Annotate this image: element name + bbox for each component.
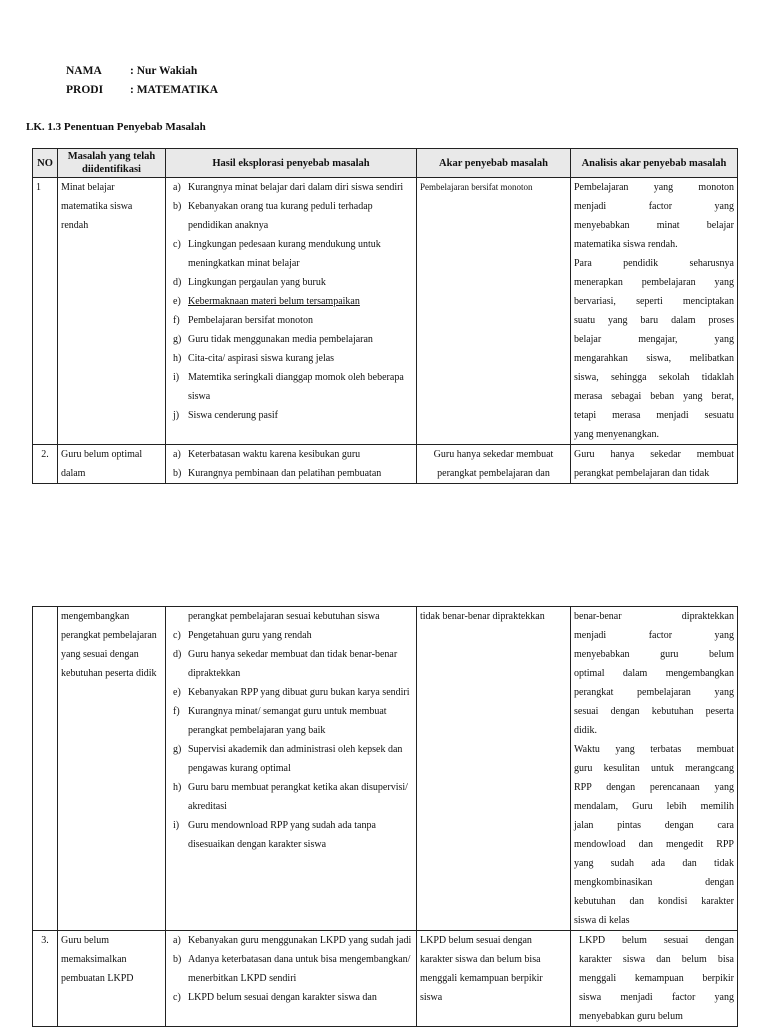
list-item-letter: d)	[173, 649, 182, 660]
list-item-text: Kebermaknaan materi belum tersampaikan	[188, 296, 360, 307]
list-item	[169, 197, 413, 235]
analysis-line: Guru hanya sekedar membuat	[574, 449, 734, 460]
list-item	[169, 740, 413, 778]
list-item-letter: d)	[173, 277, 182, 288]
list-item-text: Lingkungan pergaulan yang buruk	[188, 277, 326, 288]
list-item	[169, 626, 413, 645]
table-row	[33, 178, 738, 445]
analysis-line: Waktu yang terbatas membuat	[574, 744, 734, 755]
header-masalah: Masalah yang telah diidentifikasi	[58, 149, 166, 178]
list-item-text: Cita-cita/ aspirasi siswa kurang jelas	[188, 353, 335, 364]
list-item-text: Pembelajaran bersifat monoton	[188, 315, 313, 326]
list-item	[169, 931, 413, 950]
analysis-line: mengarahkan siswa, melibatkan	[574, 353, 734, 364]
list-item-letter: a)	[173, 935, 181, 946]
list-item	[169, 349, 413, 368]
analysis-line: menyebabkan guru belum	[574, 649, 734, 660]
analysis-line: menjadi factor yang	[574, 630, 734, 641]
list-item	[169, 311, 413, 330]
list-item-letter: g)	[173, 334, 182, 345]
analysis-line: optimal dalam mengembangkan	[574, 668, 734, 679]
list-item-letter: g)	[173, 744, 182, 755]
analysis-line: matematika siswa rendah.	[574, 239, 678, 250]
nama-value: : Nur Wakiah	[130, 65, 198, 77]
row1-analisis	[571, 178, 738, 445]
list-item	[169, 406, 413, 425]
table-header-row	[33, 149, 738, 178]
list-item-letter: e)	[173, 296, 181, 307]
analysis-line: jalan pintas dengan cara	[574, 820, 734, 831]
row2-analisis-top	[571, 445, 738, 484]
list-item-text: Matemtika seringkali dianggap momok oleh beberapa siswa	[188, 372, 404, 402]
list-item	[169, 292, 413, 311]
analysis-line: menyebabkan minat belajar	[574, 220, 734, 231]
nama-label: NAMA	[66, 65, 102, 77]
list-item-letter: c)	[173, 992, 181, 1003]
analysis-line: siswa di kelas	[574, 915, 630, 926]
analysis-line: guru kesulitan untuk merangcang	[574, 763, 734, 774]
row3-analisis	[571, 931, 738, 1027]
row1-masalah: Minat belajar matematika siswa rendah	[58, 178, 166, 445]
table-row	[33, 931, 738, 1027]
row3-no: 3.	[33, 931, 58, 1027]
list-item-text: Kebanyakan guru menggunakan LKPD yang sudah jadi	[188, 935, 412, 946]
row1-akar: Pembelajaran bersifat monoton	[417, 178, 571, 445]
list-item	[169, 702, 413, 740]
analysis-line: karakter siswa dan belum bisa	[579, 954, 734, 965]
list-item-letter: a)	[173, 449, 181, 460]
list-item-letter: b)	[173, 201, 182, 212]
analysis-line: didik.	[574, 725, 598, 736]
list-item-text: Guru tidak menggunakan media pembelajaran	[188, 334, 373, 345]
analysis-line: Para pendidik seharusnya	[574, 258, 734, 269]
list-item-text: Kebanyakan orang tua kurang peduli terhadap pendidikan anaknya	[188, 201, 373, 231]
row3-hasil	[166, 931, 417, 1027]
analysis-line: mendowload dan mengedit RPP	[574, 839, 734, 850]
analysis-line: menggali kemampuan berpikir	[579, 973, 734, 984]
row3-masalah: Guru belum memaksimalkan pembuatan LKPD	[58, 931, 166, 1027]
list-item	[169, 816, 413, 854]
list-item	[169, 273, 413, 292]
row1-hasil	[166, 178, 417, 445]
list-item-letter: e)	[173, 687, 181, 698]
list-item-text: Supervisi akademik dan administrasi oleh kepsek dan pengawas kurang optimal	[188, 744, 403, 774]
list-item-letter: b)	[173, 954, 182, 965]
row2-masalah-top: Guru belum optimal dalam	[58, 445, 166, 484]
list-item-text: Siswa cenderung pasif	[188, 410, 278, 421]
analysis-line: menerapkan pembelajaran yang	[574, 277, 734, 288]
prodi-label: PRODI	[66, 84, 104, 96]
header-hasil: Hasil eksplorasi penyebab masalah	[166, 149, 417, 178]
list-item-text: Guru baru membuat perangkat ketika akan disupervisi/ akreditasi	[188, 782, 408, 812]
table-row	[33, 607, 738, 931]
list-item-letter: h)	[173, 782, 182, 793]
table-row	[33, 445, 738, 484]
analysis-line: menyebabkan guru belum	[579, 1011, 683, 1022]
row2-no-cont	[33, 607, 58, 931]
list-item-text: Guru mendownload RPP yang sudah ada tanpa disesuaikan dengan karakter siswa	[188, 820, 376, 850]
row2-hasil-bottom	[166, 607, 417, 931]
list-item-text: Pengetahuan guru yang rendah	[188, 630, 312, 641]
list-item	[169, 235, 413, 273]
list-item-letter: i)	[173, 372, 180, 383]
list-item-text: Kurangnya minat belajar dari dalam diri siswa sendiri	[188, 182, 404, 193]
list-item	[169, 330, 413, 349]
row3-akar: LKPD belum sesuai dengan karakter siswa dan belum bisa menggali kemampuan berpikir siswa	[417, 931, 571, 1027]
list-item-text: LKPD belum sesuai dengan karakter siswa dan	[188, 992, 377, 1003]
cause-table-page1	[32, 148, 738, 484]
list-item-letter: i)	[173, 820, 180, 831]
analysis-line: tetapi merasa menjadi sesuatu	[574, 410, 734, 421]
header-akar: Akar penyebab masalah	[417, 149, 571, 178]
analysis-line: perangkat pembelajaran yang	[574, 687, 734, 698]
analysis-line: mengkombinasikan dengan	[574, 877, 734, 888]
analysis-line: LKPD belum sesuai dengan	[579, 935, 734, 946]
analysis-line: kebutuhan dan kondisi karakter	[574, 896, 734, 907]
list-item-letter: c)	[173, 239, 181, 250]
list-item-letter: f)	[173, 315, 180, 326]
header-analisis: Analisis akar penyebab masalah	[571, 149, 738, 178]
row2-hasil-top	[166, 445, 417, 484]
row2-masalah-bottom: mengembangkan perangkat pembelajaran yang sesuai dengan kebutuhan peserta didik	[58, 607, 166, 931]
section-title: LK. 1.3 Penentuan Penyebab Masalah	[26, 121, 206, 133]
analysis-line: menjadi factor yang	[574, 201, 734, 212]
analysis-line: benar-benar dipraktekkan	[574, 611, 734, 622]
row2-akar-top: Guru hanya sekedar membuat perangkat pembelajaran dan	[417, 445, 571, 484]
header-no: NO	[33, 149, 58, 178]
prodi-value: : MATEMATIKA	[130, 84, 219, 96]
list-item-text: Kurangnya minat/ semangat guru untuk membuat perangkat pembelajaran yang baik	[188, 706, 387, 736]
analysis-line: belajar mengajar, yang	[574, 334, 734, 345]
analysis-line: perangkat pembelajaran dan tidak	[574, 468, 710, 479]
row2-hasil-top-list	[169, 445, 413, 483]
analysis-line: yang menyenangkan.	[574, 429, 659, 440]
list-item-letter: j)	[173, 410, 180, 421]
analysis-line: siswa menjadi factor yang	[579, 992, 734, 1003]
prodi-row	[66, 84, 366, 100]
analysis-line: suatu yang baru dalam proses	[574, 315, 734, 326]
row2-hasil-continuation: perangkat pembelajaran sesuai kebutuhan siswa	[188, 611, 380, 622]
analysis-line: merasa sebagai beban yang berat,	[574, 391, 734, 402]
list-item	[169, 988, 413, 1007]
list-item-letter: b)	[173, 468, 182, 479]
analysis-line: mendalam, Guru lebih memilih	[574, 801, 734, 812]
list-item	[169, 645, 413, 683]
list-item	[169, 683, 413, 702]
list-item-text: Guru hanya sekedar membuat dan tidak benar-benar dipraktekkan	[188, 649, 398, 679]
list-item-letter: h)	[173, 353, 182, 364]
row2-analisis-bottom	[571, 607, 738, 931]
list-item-letter: c)	[173, 630, 181, 641]
analysis-line: siswa, sehingga sekolah tidaklah	[574, 372, 734, 383]
list-item	[169, 445, 413, 464]
list-item-text: Kebanyakan RPP yang dibuat guru bukan karya sendiri	[188, 687, 410, 698]
list-item	[169, 950, 413, 988]
row1-hasil-list	[169, 178, 413, 425]
row2-akar-bottom: tidak benar-benar dipraktekkan	[417, 607, 571, 931]
list-item	[169, 778, 413, 816]
analysis-line: sesuai dengan kebutuhan peserta	[574, 706, 734, 717]
row2-no: 2.	[33, 445, 58, 484]
list-item-text: Keterbatasan waktu karena kesibukan guru	[188, 449, 361, 460]
row2-hasil-bottom-list	[169, 626, 413, 854]
analysis-line: yang sudah ada dan tidak	[574, 858, 734, 869]
list-item	[169, 368, 413, 406]
analysis-line: bervariasi, seperti menciptakan	[574, 296, 734, 307]
cause-table-page2	[32, 606, 738, 1027]
list-item-text: Kurangnya pembinaan dan pelatihan pembuatan	[188, 468, 382, 479]
list-item	[169, 464, 413, 483]
row3-hasil-list	[169, 931, 413, 1007]
analysis-line: RPP dengan perencanaan yang	[574, 782, 734, 793]
analysis-line: Pembelajaran yang monoton	[574, 182, 734, 193]
row1-no: 1	[33, 178, 58, 445]
list-item	[169, 178, 413, 197]
list-item-letter: f)	[173, 706, 180, 717]
list-item-text: Lingkungan pedesaan kurang mendukung untuk meningkatkan minat belajar	[188, 239, 381, 269]
list-item-letter: a)	[173, 182, 181, 193]
list-item-text: Adanya keterbatasan dana untuk bisa mengembangkan/ menerbitkan LKPD sendiri	[188, 954, 411, 984]
nama-row	[66, 65, 366, 81]
